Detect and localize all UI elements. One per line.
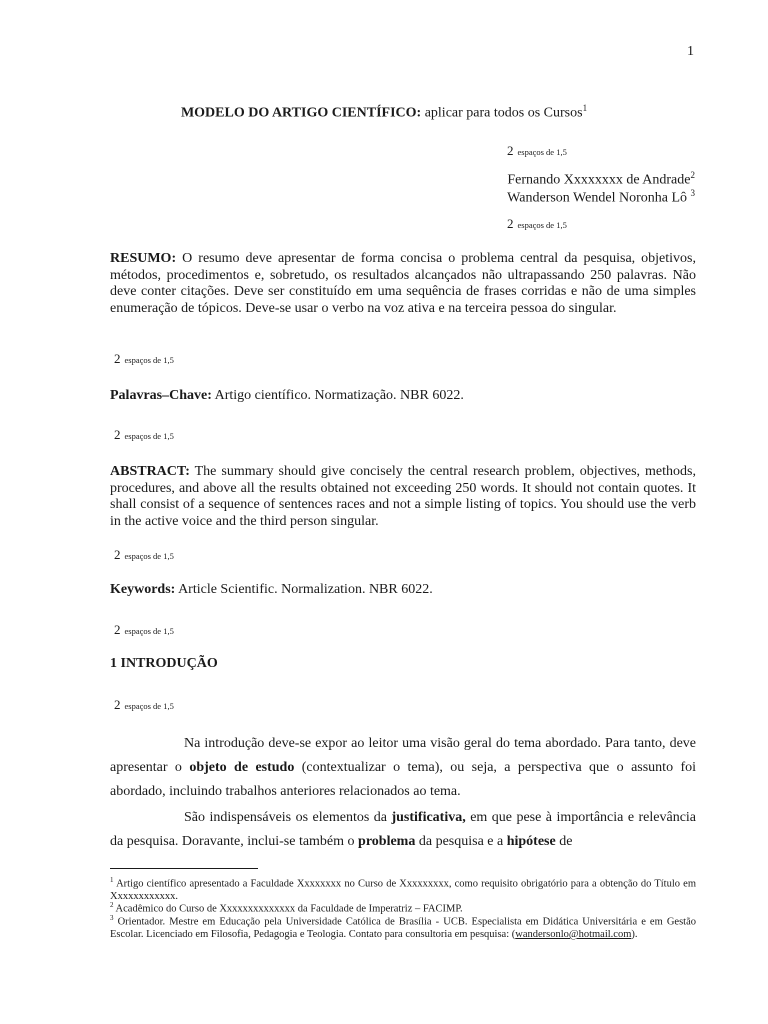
- palavras-chave-label: Palavras–Chave:: [110, 388, 212, 403]
- keywords-label: Keywords:: [110, 582, 176, 597]
- abstract-text: The summary should give concisely the central research problem, objectives, methods, procedures, and above all the results obtained not exceeding 250 words. It should not contain quotes. It shall consist of a sequence of sentences races and not a simple listing of topics. You should use the verb in the active voice and the third person singular.: [110, 464, 696, 529]
- palavras-chave: [110, 388, 696, 405]
- intro-paragraph-1: Na introdução deve-se expor ao leitor uma visão geral do tema abordado. Para tanto, deve apresentar o objeto de estudo (contextualizar o tema), ou seja, a perspectiva que o assunto foi abordado, incluindo trabalhos anteriores relacionados ao tema.: [110, 736, 697, 799]
- spacing-note: 2 espaços de 1,5: [114, 697, 174, 712]
- palavras-chave-text: Artigo científico. Normatização. NBR 6022.: [214, 388, 464, 403]
- spacing-note: 2 espaços de 1,5: [114, 351, 174, 366]
- spacing-note: 2 espaços de 1,5: [114, 547, 174, 562]
- problema: problema: [358, 834, 416, 849]
- abstract-paragraph: [110, 464, 696, 530]
- footnote-separator: [110, 868, 258, 869]
- title-footnote-ref: 1: [582, 103, 588, 113]
- contact-email-link[interactable]: wandersonlo@hotmail.com: [515, 929, 632, 940]
- abstract-label: ABSTRACT:: [110, 464, 190, 479]
- footnote-1: $^1$ Artigo científico apresentado a Faculdade Xxxxxxxx no Curso de Xxxxxxxxx, como requisito obrigatório para a obtenção do Título em Xxxxxxxxxxxx.: [110, 876, 696, 902]
- footnote-3: $^3$ Orientador. Mestre em Educação pela Universidade Católica de Brasília - UCB. Especialista em Didática Universitária e em Gestão Escolar. Licenciado em Filosofia, Pedagogia e Teologia. Contato para consultoria em pesquisa: (wandersonlo@hotmail.com).: [110, 914, 697, 940]
- title-rest: aplicar para todos os Cursos: [424, 105, 583, 121]
- keywords-text: Article Scientific. Normalization. NBR 6022.: [178, 582, 433, 597]
- spacing-note: 2 espaços de 1,5: [114, 427, 174, 442]
- keywords: [110, 582, 696, 599]
- hipotese: hipótese: [506, 834, 556, 849]
- spacing-note: 2 espaços de 1,5: [114, 622, 174, 637]
- title-bold: MODELO DO ARTIGO CIENTÍFICO:: [180, 105, 422, 121]
- justificativa: justificativa,: [391, 810, 466, 825]
- spacing-note: 2 espaços de 1,5: [507, 216, 567, 231]
- footnote-2: $^2$ Acadêmico do Curso de Xxxxxxxxxxxxxx da Faculdade de Imperatriz – FACIMP.: [110, 901, 463, 915]
- author-name: Fernando Xxxxxxxx de Andrade$^2$: [507, 170, 695, 188]
- intro-paragraph-2: São indispensáveis os elementos da justificativa, em que pese à importância e relevância da pesquisa. Doravante, inclui-se também o problema da pesquisa e a hipótese de: [110, 810, 697, 849]
- article-title: [0, 103, 768, 122]
- resumo-label: RESUMO:: [110, 251, 177, 266]
- resumo-text: O resumo deve apresentar de forma concisa o problema central da pesquisa, objetivos, métodos, procedimentos e, sobretudo, os resultados alcançados não ultrapassando 250 palavras. Não deve conter citações. Deve ser constituído em uma sequência de frases corridas e não de uma simples enumeração de tópicos. Deve-se usar o verbo na voz ativa e na terceira pessoa do singular.: [110, 251, 697, 316]
- spacing-note: 2 espaços de 1,5: [507, 143, 567, 158]
- section-heading-introducao: 1 INTRODUÇÃO: [110, 656, 218, 671]
- advisor-name: Wanderson Wendel Noronha Lô $^3$: [507, 188, 695, 206]
- page-number: 1: [687, 44, 694, 59]
- objeto-de-estudo: objeto de estudo: [189, 760, 295, 775]
- resumo-paragraph: [110, 251, 696, 317]
